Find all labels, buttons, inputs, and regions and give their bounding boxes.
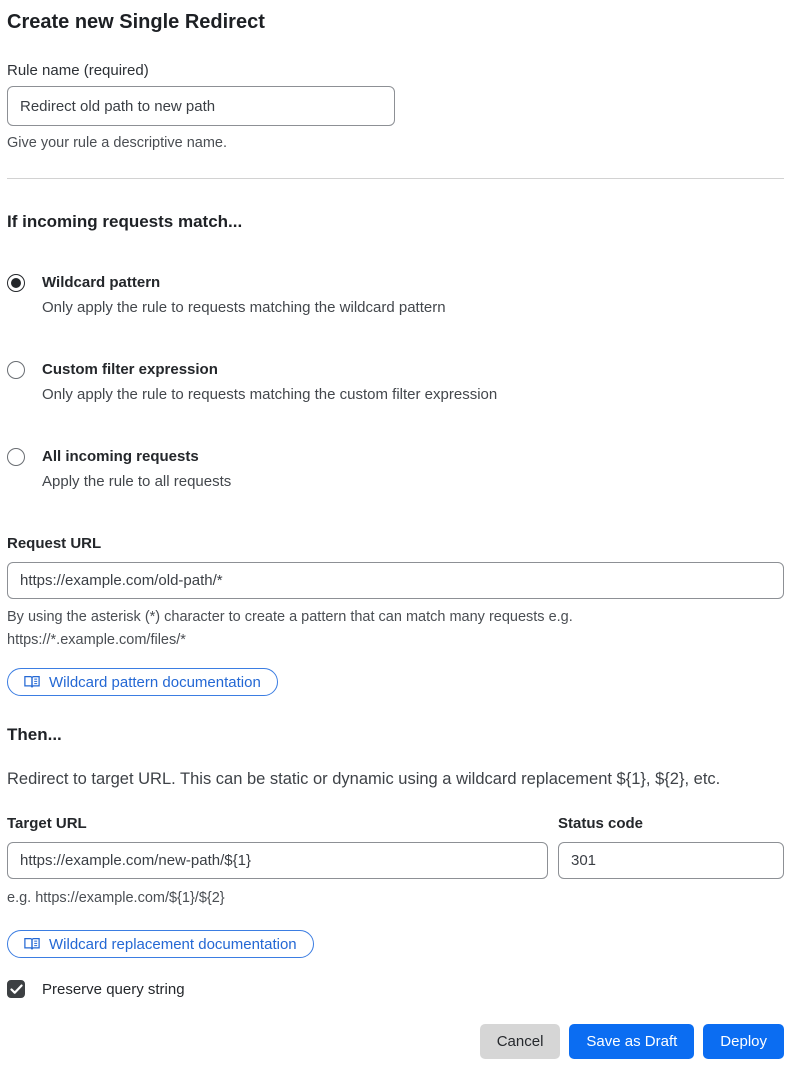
radio-button-icon[interactable] [7, 274, 25, 292]
footer-actions [7, 1024, 784, 1059]
radio-option-label: All incoming requests [42, 448, 199, 465]
match-type-radio-group [7, 273, 784, 492]
book-icon [24, 937, 40, 951]
status-code-value: 301 [571, 852, 597, 869]
target-url-input[interactable] [7, 842, 548, 879]
preserve-query-label: Preserve query string [42, 980, 185, 998]
request-url-help-line1: By using the asterisk (*) character to create a pattern that can match many requests e.g. [7, 609, 573, 625]
radio-option-description: Only apply the rule to requests matching the wildcard pattern [42, 299, 446, 316]
wildcard-pattern-doc-button[interactable] [7, 668, 278, 696]
doc-button-label: Wildcard pattern documentation [49, 673, 261, 691]
section-divider [7, 178, 784, 179]
request-url-help [7, 606, 784, 652]
preserve-query-row[interactable] [7, 980, 784, 998]
wildcard-replacement-doc-button[interactable] [7, 930, 314, 958]
radio-option-wildcard-pattern[interactable] [7, 273, 784, 318]
request-url-label: Request URL [7, 535, 102, 552]
target-url-help: e.g. https://example.com/${1}/${2} [7, 890, 225, 906]
deploy-button[interactable]: Deploy [703, 1024, 784, 1059]
radio-option-label: Wildcard pattern [42, 274, 161, 291]
target-url-label: Target URL [7, 815, 87, 832]
request-url-help-line2: https://*.example.com/files/* [7, 632, 186, 648]
radio-option-description: Apply the rule to all requests [42, 473, 232, 490]
page-title: Create new Single Redirect [7, 11, 265, 33]
radio-option-label: Custom filter expression [42, 361, 218, 378]
rule-name-label: Rule name (required) [7, 62, 149, 79]
radio-option-description: Only apply the rule to requests matching the custom filter expression [42, 386, 498, 403]
then-section-description: Redirect to target URL. This can be static or dynamic using a wildcard replacement ${1}, ${2}, etc. [7, 770, 721, 788]
save-as-draft-button[interactable]: Save as Draft [569, 1024, 694, 1059]
radio-option-custom-filter-expression[interactable] [7, 360, 784, 405]
request-url-input[interactable] [7, 562, 784, 599]
radio-button-icon[interactable] [7, 448, 25, 466]
doc-button-label: Wildcard replacement documentation [49, 935, 297, 953]
rule-name-input[interactable] [7, 86, 395, 126]
match-section-heading: If incoming requests match... [7, 212, 243, 231]
book-icon [24, 675, 40, 689]
target-fields-row [7, 814, 784, 910]
preserve-query-checkbox[interactable] [7, 980, 25, 998]
rule-name-help: Give your rule a descriptive name. [7, 135, 228, 151]
radio-option-all-incoming-requests[interactable] [7, 447, 784, 492]
then-section-heading: Then... [7, 725, 62, 744]
request-url-block [7, 534, 784, 696]
status-code-label: Status code [558, 815, 644, 832]
radio-button-icon[interactable] [7, 361, 25, 379]
cancel-button[interactable]: Cancel [480, 1024, 561, 1059]
status-code-select[interactable] [558, 842, 784, 879]
